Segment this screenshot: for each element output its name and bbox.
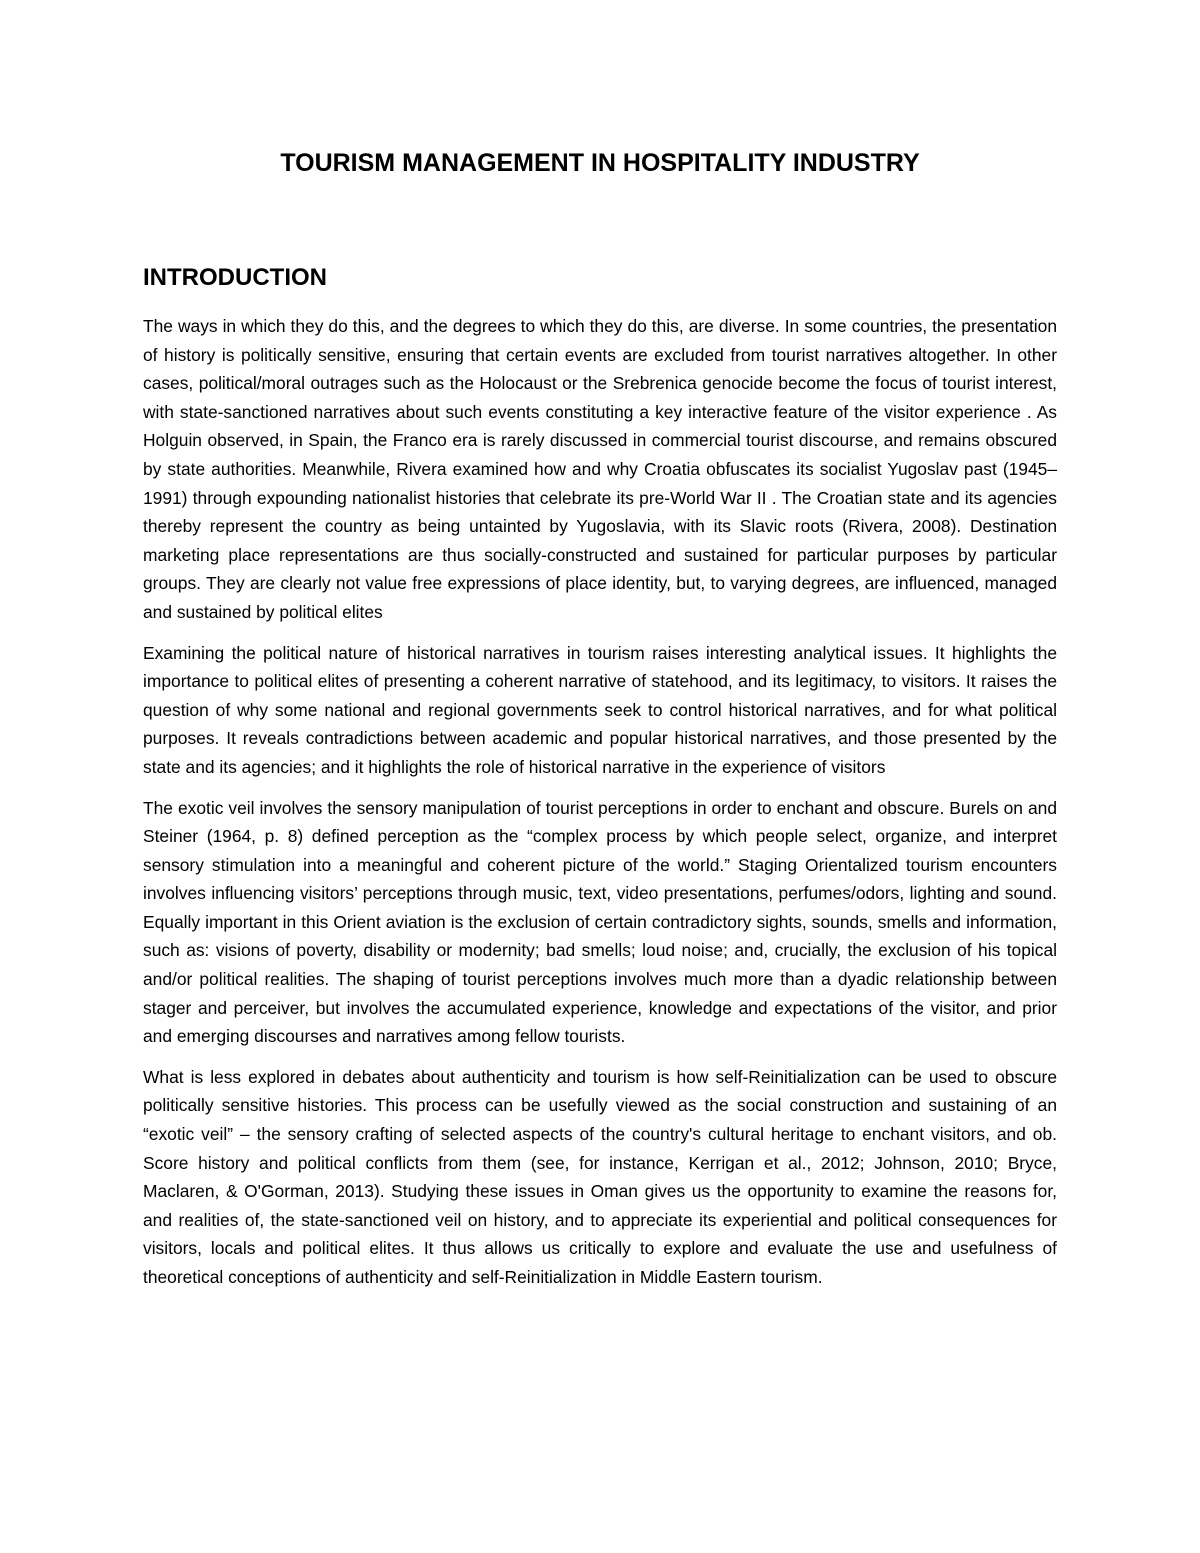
paragraph-2: Examining the political nature of historical narratives in tourism raises interesting analytical issues. It highlights the importance to political elites of presenting a coherent narrative of statehood, and its legitimacy, to visitors. It raises the question of why some national and regional governments seek to control historical narratives, and for what political purposes. It reveals contradictions between academic and popular historical narratives, and those presented by the state and its agencies; and it highlights the role of historical narrative in the experience of visitors (143, 642, 1057, 777)
paragraph-4: What is less explored in debates about authenticity and tourism is how self-Reinitialization can be used to obscure politically sensitive histories. This process can be usefully viewed as the social construction and sustaining of an “exotic veil” – the sensory crafting of selected aspects of the country's cultural heritage to enchant visitors, and ob. Score history and political conflicts from them (see, for instance, Kerrigan et al., 2012; Johnson, 2010; Bryce, Maclaren, & O'Gorman, 2013). Studying these issues in Oman gives us the opportunity to examine the reasons for, and realities of, the state-sanctioned veil on history, and to appreciate its experiential and political consequences for visitors, locals and political elites. It thus allows us critically to explore and evaluate the use and usefulness of theoretical conceptions of authenticity and self-Reinitialization in Middle Eastern tourism. (143, 1066, 1057, 1287)
paragraph-1: The ways in which they do this, and the degrees to which they do this, are diverse. In some countries, the presentation of history is politically sensitive, ensuring that certain events are excluded from tourist narratives altogether. In other cases, political/moral outrages such as the Holocaust or the Srebrenica genocide become the focus of tourist interest, with state-sanctioned narratives about such events constituting a key interactive feature of the visitor experience . As Holguin observed, in Spain, the Franco era is rarely discussed in commercial tourist discourse, and remains obscured by state authorities. Meanwhile, Rivera examined how and why Croatia obfuscates its socialist Yugoslav past (1945–1991) through expounding nationalist histories that celebrate its pre-World War II . The Croatian state and its agencies thereby represent the country as being untainted by Yugoslavia, with its Slavic roots (Rivera, 2008). Destination marketing place representations are thus socially-constructed and sustained for particular purposes by particular groups. They are clearly not value free expressions of place identity, but, to varying degrees, are influenced, managed and sustained by political elites (143, 316, 1057, 622)
paragraph-3: The exotic veil involves the sensory manipulation of tourist perceptions in order to enchant and obscure. Burels on and Steiner (1964, p. 8) defined perception as the “complex process by which people select, organize, and interpret sensory stimulation into a meaningful and coherent picture of the world.” Staging Orientalized tourism encounters involves influencing visitors’ perceptions through music, text, video presentations, perfumes/odors, lighting and sound. Equally important in this Orient aviation is the exclusion of certain contradictory sights, sounds, smells and information, such as: visions of poverty, disability or modernity; bad smells; loud noise; and, crucially, the exclusion of his topical and/or political realities. The shaping of tourist perceptions involves much more than a dyadic relationship between stager and perceiver, but involves the accumulated experience, knowledge and expectations of the visitor, and prior and emerging discourses and narratives among fellow tourists. (143, 797, 1057, 1047)
body-text (143, 312, 1057, 1304)
section-heading-introduction: INTRODUCTION (143, 264, 327, 291)
document-title: TOURISM MANAGEMENT IN HOSPITALITY INDUSTRY (280, 149, 920, 177)
